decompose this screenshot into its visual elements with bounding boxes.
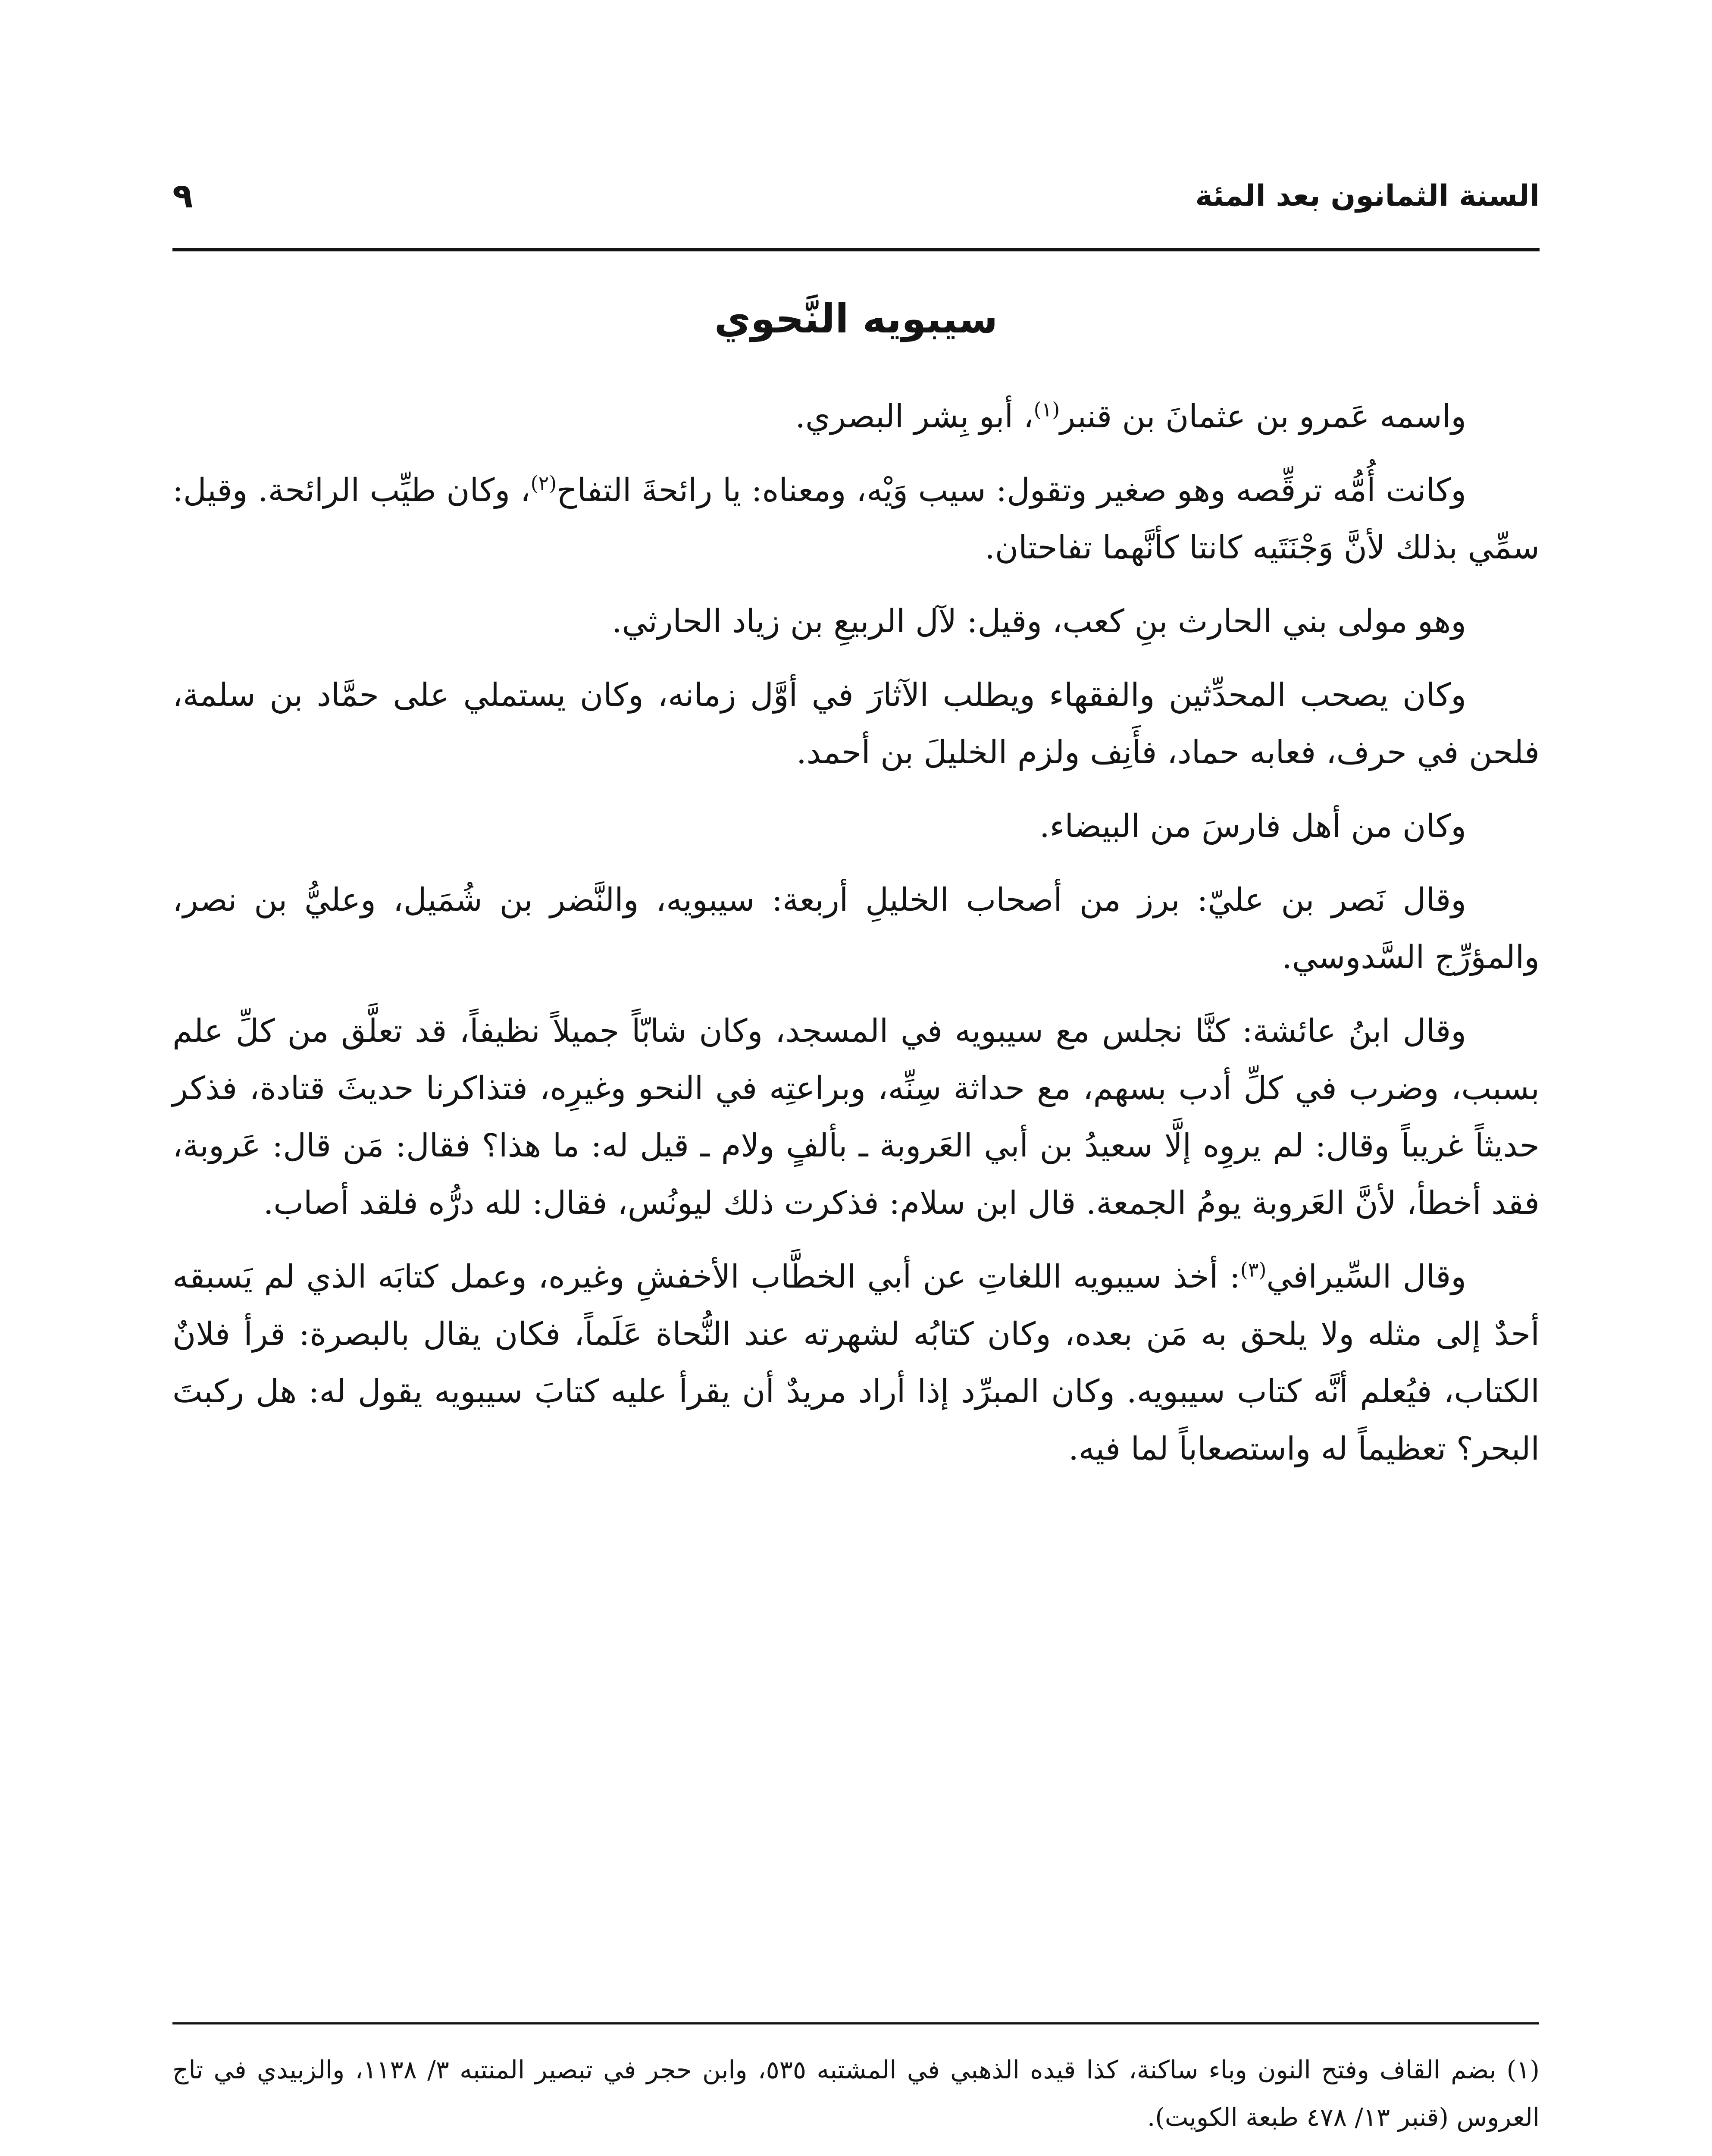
paragraph [172,1248,1540,1478]
paragraph-text: ، أبو بِشر البصري. [795,398,1034,435]
footnote-ref: (١) [1033,398,1060,421]
footnote [172,2149,1540,2156]
paragraph: وكان من أهل فارسَ من البيضاء. [1039,808,1466,845]
header-rule [172,248,1540,251]
page-number: ٩ [172,177,193,216]
section-heading: سيبويه النَّحوي [714,296,998,342]
paragraph [172,462,1540,577]
paragraph-text: وقال السِّيرافي [1266,1258,1466,1295]
paragraph: وهو مولى بني الحارث بنِ كعب، وقيل: لآل الربيعِ بن زياد الحارثي. [612,603,1466,640]
running-header [172,168,1540,216]
paragraph-text: : أخذ سيبويه اللغاتِ عن أبي الخطَّاب الأخفشِ وغيره، وعمل كتابَه الذي لم يَسبقه أحدٌ إلى مثله ولا يلحق به مَن بعده، وكان كتابُه لشهرته عند النُّحاة عَلَماً، فكان يقال بالبصرة: قرأ فلانٌ الكتاب، فيُعلم أنَّه كتاب سيبويه. وكان المبرِّد إذا أراد مريدٌ أن يقرأ عليه كتابَ سيبويه يقول له: هل ركبتَ البحر؟ تعظيماً له واستصعاباً لما فيه. [172,1258,1540,1467]
body-text [172,388,1540,1494]
footnote-ref: (٣) [1240,1258,1267,1282]
footnote-ref: (٢) [530,471,557,495]
paragraph: وقال نَصر بن عليّ: برز من أصحاب الخليلِ أربعة: سيبويه، والنَّضر بن شُمَيل، وعليُّ بن نصر، والمؤرِّج السَّدوسي. [172,881,1540,976]
footnote-rule [172,2022,1539,2024]
paragraph-text: وكانت أُمُّه ترقِّصه وهو صغير وتقول: سيب وَيْه، ومعناه: يا رائحةَ التفاح [557,472,1466,509]
running-title: السنة الثمانون بعد المئة [1195,179,1540,213]
paragraph-text: ، وكان طيِّب الرائحة. وقيل: سمِّي بذلك لأنَّ وَجْنَتَيه كانتا كأنَّهما تفاحتان. [172,472,1540,566]
paragraph-text: واسمه عَمرو بن عثمانَ بن قنبر [1060,398,1466,435]
paragraph: وكان يصحب المحدِّثين والفقهاء ويطلب الآثارَ في أوَّل زمانه، وكان يستملي على حمَّاد بن سلمة، فلحن في حرف، فعابه حماد، فأَنِف ولزم الخليلَ بن أحمد. [172,677,1540,771]
paragraph: وقال ابنُ عائشة: كنَّا نجلس مع سيبويه في المسجد، وكان شابّاً جميلاً نظيفاً، قد تعلَّق من كلِّ علم بسبب، وضرب في كلِّ أدب بسهم، مع حداثة سِنِّه، وبراعتِه في النحو وغيرِه، فتذاكرنا حديثَ قتادة، فذكر حديثاً غريباً وقال: لم يروِه إلَّا سعيدُ بن أبي العَروبة ـ بألفٍ ولام ـ قيل له: ما هذا؟ فقال: مَن قال: عَروبة، فقد أخطأ، لأنَّ العَروبة يومُ الجمعة. قال ابن سلام: فذكرت ذلك ليونُس، فقال: لله درُّه فلقد أصاب. [172,1012,1540,1222]
footnote: (١) بضم القاف وفتح النون وباء ساكنة، كذا قيده الذهبي في المشتبه ٥٣٥، وابن حجر في تبصير المنتبه ٣/ ١١٣٨، والزبيدي في تاج العروس (قنبر ١٣/ ٤٧٨ طبعة الكويت). [172,2055,1540,2132]
footnotes [172,2046,1540,2156]
paragraph [172,388,1540,445]
